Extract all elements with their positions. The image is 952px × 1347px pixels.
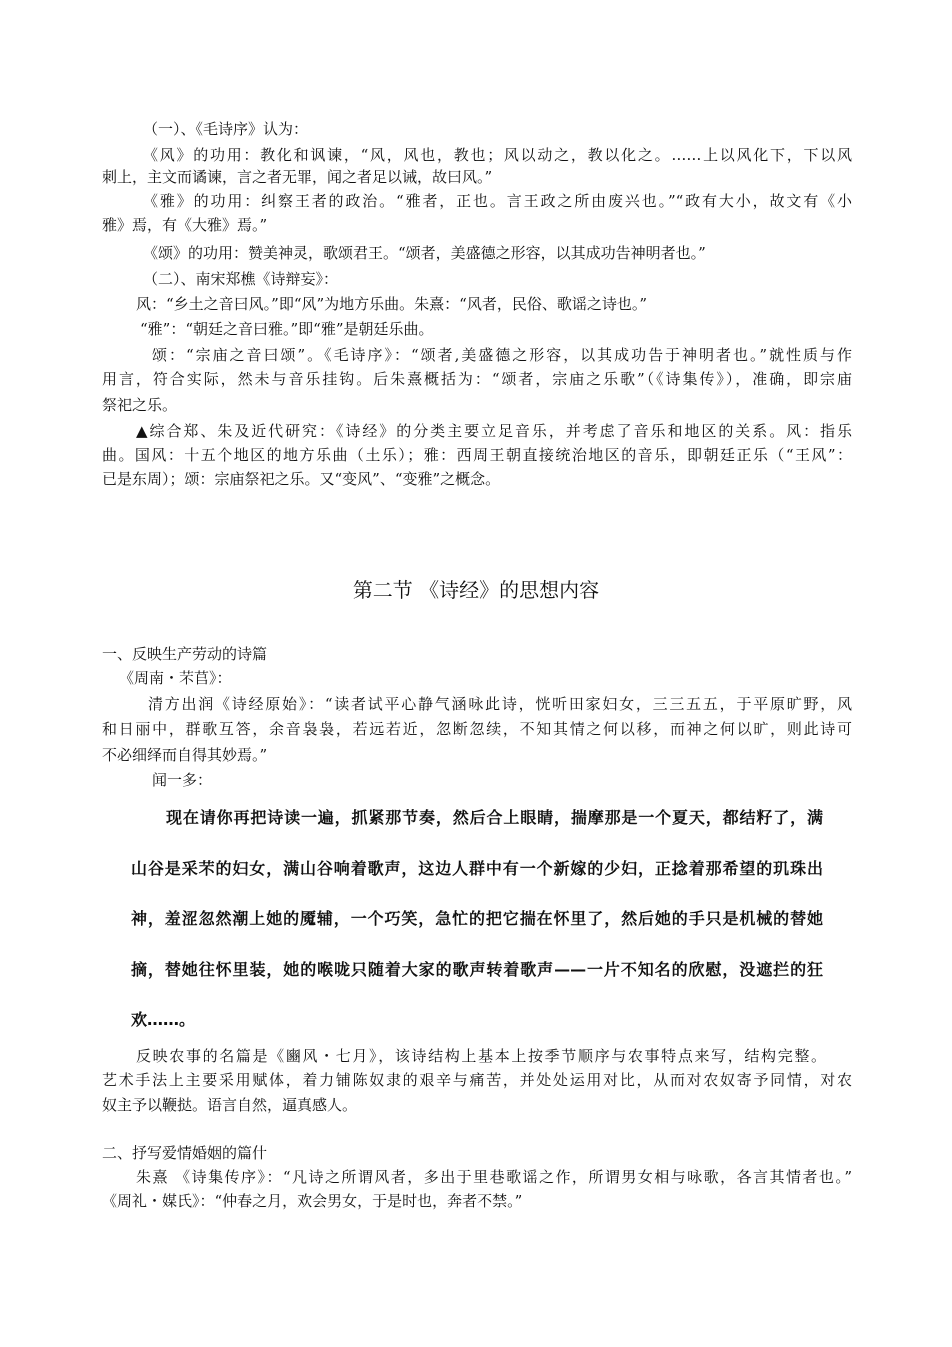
- author-label: 闻一多：: [152, 771, 213, 789]
- paragraph-line: 《风》的功用：教化和讽谏，“风，风也，教也；风以动之，教以化之。……上以风化下，下以风: [143, 146, 852, 164]
- quote-line: 摘，替她往怀里装，她的喉咙只随着大家的歌声转着歌声——一片不知名的欣慰，没遮拦的狂: [131, 960, 823, 979]
- poem-title: 《周南・芣苢》：: [119, 669, 232, 687]
- paragraph-line: 颂：“宗庙之音曰颂”。《毛诗序》：“颂者,美盛德之形容，以其成功告于神明者也。”就性质与作: [152, 346, 852, 364]
- paragraph-line: 风：“乡土之音曰风。”即“风”为地方乐曲。朱熹：“风者，民俗、歌谣之诗也。”: [136, 295, 648, 313]
- paragraph-line: 清方出润《诗经原始》：“读者试平心静气涵咏此诗，恍听田家妇女，三三五五，于平原旷野，风: [148, 695, 852, 713]
- paragraph-line: 《周礼・媒氏》：“仲春之月，欢会男女，于是时也，奔者不禁。”: [102, 1192, 523, 1210]
- section-title: 第二节 《诗经》的思想内容: [352, 578, 600, 602]
- quote-line: 山谷是采芣的妇女，满山谷响着歌声，这边人群中有一个新嫁的少妇，正捻着那希望的玑珠出: [131, 859, 823, 878]
- paragraph-line: 已是东周）；颂：宗庙祭祀之乐。又“变风”、“变雅”之概念。: [102, 470, 501, 488]
- paragraph-line: 《雅》的功用：纠察王者的政治。“雅者，正也。言王政之所由废兴也。”“政有大小，故文有《小: [143, 192, 852, 210]
- quote-line: 欢……。: [131, 1010, 196, 1029]
- subsection-heading-zheng: （二）、南宋郑樵《诗辩妄》：: [143, 270, 339, 288]
- paragraph-line: 和日丽中，群歌互答，余音袅袅，若远若近，忽断忽续，不知其情之何以移，而神之何以旷，则此诗可: [102, 720, 852, 738]
- paragraph-line: 刺上，主文而谲谏，言之者无罪，闻之者足以诫，故曰风。”: [102, 168, 493, 186]
- paragraph-line: 奴主予以鞭挞。语言自然，逼真感人。: [102, 1096, 358, 1114]
- subsection-heading-mao: （一）、《毛诗序》认为：: [143, 120, 309, 138]
- paragraph-line: 曲。国风：十五个地区的地方乐曲（土乐）；雅：西周王朝直接统治地区的音乐，即朝廷正乐（“王风”：: [102, 446, 852, 464]
- paragraph-line: 祭祀之乐。: [102, 396, 178, 414]
- paragraph-line: ▲综合郑、朱及近代研究：《诗经》的分类主要立足音乐，并考虑了音乐和地区的关系。风：指乐: [136, 422, 852, 440]
- paragraph-line: 雅》焉，有《大雅》焉。”: [102, 216, 268, 234]
- paragraph-line: “雅”：“朝廷之音曰雅。”即“雅”是朝廷乐曲。: [140, 320, 434, 338]
- quote-line: 神，羞涩忽然潮上她的魇辅，一个巧笑，急忙的把它揣在怀里了，然后她的手只是机械的替她: [131, 909, 823, 928]
- paragraph-line: 艺术手法上主要采用赋体，着力铺陈奴隶的艰辛与痛苦，并处处运用对比，从而对农奴寄予同情，对农: [102, 1071, 852, 1089]
- part-heading-love: 二、抒写爱情婚姻的篇什: [102, 1144, 268, 1162]
- paragraph-line: 朱熹 《诗集传序》：“凡诗之所谓风者，多出于里巷歌谣之作，所谓男女相与咏歌，各言其情者也。”: [136, 1168, 852, 1186]
- paragraph-line: 《颂》的功用：赞美神灵，歌颂君王。“颂者，美盛德之形容，以其成功告神明者也。”: [143, 244, 706, 262]
- part-heading-labor: 一、反映生产劳动的诗篇: [102, 645, 268, 663]
- paragraph-line: 不必细绎而自得其妙焉。”: [102, 746, 268, 764]
- paragraph-line: 用言，符合实际，然未与音乐挂钩。后朱熹概括为：“颂者，宗庙之乐歌”（《诗集传》），准确，即宗庙: [102, 370, 852, 388]
- quote-line: 现在请你再把诗读一遍，抓紧那节奏，然后合上眼睛，揣摩那是一个夏天，都结籽了，满: [166, 808, 823, 827]
- paragraph-line: 反映农事的名篇是《豳风・七月》，该诗结构上基本上按季节顺序与农事特点来写，结构完整。: [136, 1047, 826, 1065]
